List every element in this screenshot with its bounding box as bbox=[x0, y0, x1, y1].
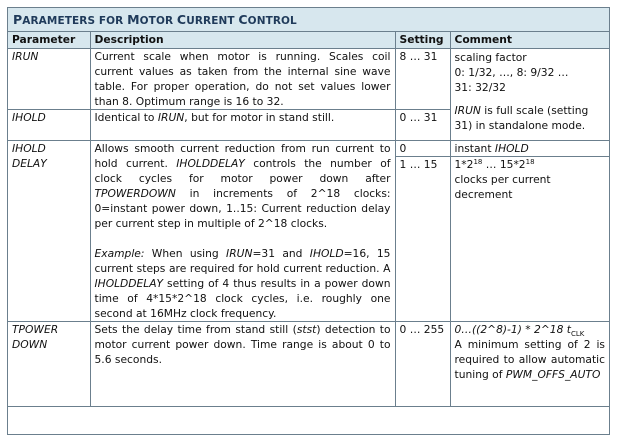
subscript: CLK bbox=[570, 330, 585, 339]
param-ref: IRUN bbox=[226, 247, 253, 260]
desc-text: Identical to bbox=[94, 111, 158, 124]
comment-text: … 15*2 bbox=[482, 158, 526, 171]
param-ihold: IHOLD bbox=[8, 110, 90, 141]
header-comment: Comment bbox=[450, 32, 609, 49]
comment-text: is full scale (setting 31) in standalone mode. bbox=[454, 104, 589, 132]
param-ref: IHOLDDELAY bbox=[176, 157, 245, 170]
desc-text: ) detection to motor current power down. Time range is about 0 to 5.6 seconds. bbox=[94, 323, 391, 366]
comment-text: 1*2 bbox=[454, 158, 474, 171]
desc-text: When using bbox=[144, 247, 227, 260]
setting-irun: 8 … 31 bbox=[395, 49, 450, 110]
desc-text: controls the number of clock cycles for motor power down after bbox=[94, 157, 391, 185]
param-name-line: DELAY bbox=[12, 157, 47, 170]
param-iholddelay bbox=[8, 141, 90, 322]
table-row-iholddelay bbox=[8, 141, 609, 322]
header-description: Description bbox=[90, 32, 395, 49]
comment-line: 31: 32/32 bbox=[454, 81, 506, 94]
desc-text: =16, 15 current steps are required for hold current reduction. A bbox=[94, 247, 391, 275]
desc-ihold bbox=[90, 110, 395, 141]
param-ref: stst bbox=[296, 323, 317, 336]
desc-paragraph bbox=[95, 141, 391, 231]
comment-tpowerdown bbox=[450, 322, 609, 407]
desc-example-paragraph bbox=[95, 246, 391, 321]
param-ref: IRUN bbox=[454, 104, 481, 117]
param-ref: IHOLD bbox=[494, 142, 529, 155]
header-setting: Setting bbox=[395, 32, 450, 49]
param-name-line: TPOWER bbox=[12, 323, 59, 336]
desc-iholddelay bbox=[90, 141, 395, 322]
table-title bbox=[8, 8, 609, 32]
title-letter: M bbox=[127, 12, 140, 27]
comment-text: A minimum setting of 2 is required to allow automatic tuning of bbox=[454, 338, 605, 381]
param-ref: PWM_OFFS_AUTO bbox=[505, 368, 601, 381]
param-name-line: DOWN bbox=[12, 338, 48, 351]
desc-text: Sets the delay time from stand still ( bbox=[94, 323, 297, 336]
comment-line bbox=[455, 337, 606, 382]
comment-line: scaling factor bbox=[454, 51, 527, 64]
param-ref: IHOLD bbox=[309, 247, 344, 260]
title-letter: C bbox=[238, 12, 248, 27]
title-word: URRENT bbox=[186, 15, 239, 27]
parameters-table bbox=[8, 32, 609, 407]
desc-tpowerdown bbox=[90, 322, 395, 407]
param-ref: TPOWERDOWN bbox=[94, 187, 176, 200]
comment-formula bbox=[455, 322, 606, 337]
desc-text: , but for motor in stand still. bbox=[184, 111, 335, 124]
title-word: OTOR bbox=[139, 15, 177, 27]
setting-ihold: 0 … 31 bbox=[395, 110, 450, 141]
table-row-tpowerdown bbox=[8, 322, 609, 407]
comment-text: instant bbox=[454, 142, 495, 155]
comment-line bbox=[455, 157, 606, 172]
exponent: 18 bbox=[525, 158, 535, 166]
comment-iholddelay bbox=[450, 141, 609, 322]
table-row-irun bbox=[8, 49, 609, 110]
desc-irun: Current scale when motor is running. Scales coil current values as taken from the internal sine wave table. For proper operation, do not set values lower than 8. Optimum range is 16 to 32. bbox=[90, 49, 395, 110]
param-ref: IRUN bbox=[157, 111, 185, 124]
param-tpowerdown bbox=[8, 322, 90, 407]
setting-tpowerdown: 0 … 255 bbox=[395, 322, 450, 407]
comment-line: 0: 1/32, …, 8: 9/32 … bbox=[454, 66, 569, 79]
desc-text: =31 and bbox=[252, 247, 310, 260]
formula: 0…((2^8)-1) * 2^18 t bbox=[454, 323, 571, 336]
param-irun: IRUN bbox=[8, 49, 90, 110]
comment-irun-ihold bbox=[450, 49, 609, 141]
example-label: Example: bbox=[94, 247, 145, 260]
comment-line bbox=[451, 141, 610, 157]
desc-text: in increments of 2^18 clocks: 0=instant power down, 1..15: Current reduction delay per current step in multiple of 2^18 clocks. bbox=[94, 187, 391, 230]
param-name-line: IHOLD bbox=[12, 142, 46, 155]
desc-text: setting of 4 thus results in a power down time of 4*15*2^18 clock cycles, i.e. roughly one second at 16MHz clock frequency. bbox=[94, 277, 391, 320]
comment-line: clocks per current decrement bbox=[454, 173, 551, 201]
title-letter: C bbox=[176, 12, 187, 27]
comment-block bbox=[451, 157, 610, 202]
setting-value: 1 … 15 bbox=[399, 158, 438, 171]
parameter-table-panel bbox=[7, 7, 610, 435]
title-letter: P bbox=[13, 12, 23, 27]
setting-iholddelay bbox=[395, 141, 450, 322]
desc-text: Allows smooth current reduction from run current to hold current. bbox=[94, 142, 391, 170]
comment-line bbox=[455, 103, 606, 133]
title-word: ARAMETERS FOR bbox=[22, 15, 128, 27]
param-ref: IHOLDDELAY bbox=[94, 277, 164, 290]
table-header-row bbox=[8, 32, 609, 49]
setting-value: 0 bbox=[396, 141, 450, 157]
exponent: 18 bbox=[473, 158, 483, 166]
title-word: ONTROL bbox=[247, 15, 297, 27]
header-parameter: Parameter bbox=[8, 32, 90, 49]
